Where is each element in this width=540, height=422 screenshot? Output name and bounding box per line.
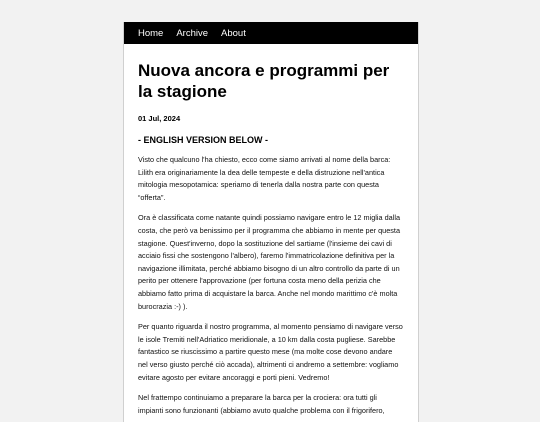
nav-home-link[interactable]: Home: [138, 27, 164, 39]
top-nav: [124, 22, 418, 44]
post-paragraph: Ora è classificata come natante quindi possiamo navigare entro le 12 miglia dalla costa, che però va benissimo per il programma che abbiamo in mente per questa stagione. Quest'inverno, dopo la sostituzione del sartiame (l'insieme dei cavi di acciaio fissi che sostengono l'albero), faremo l'immatricolazione definitiva per la navigazione illimitata, perché abbiamo bisogno di un altro controllo da parte di un perito per ottenere l'approvazione (per fortuna costa meno della perizia che abbiamo fatto prima di acquistare la barca. Anche nel mondo marittimo c'è molta burocrazia :-) ).: [138, 213, 401, 311]
nav-about-link[interactable]: About: [221, 27, 246, 39]
post-paragraph: Per quanto riguarda il nostro programma, al momento pensiamo di navigare verso le isole Tremiti nell'Adriatico meridionale, a 10 km dalla costa pugliese. Sarebbe fantastico se riuscissimo a partire questo mese (ma molte cose devono andare nel verso giusto perché ciò accada), altrimenti ci andremo a settembre: vogliamo evitare agosto per evitare ancoraggi e porti pieni. Vedremo!: [138, 322, 403, 382]
post-paragraph: Nel frattempo continuiamo a preparare la barca per la crociera: ora tutti gli impianti sono funzionanti (abbiamo avuto qualche problema con il frigorifero,: [138, 393, 385, 415]
blog-page: [123, 22, 419, 422]
post-date: 01 Jul, 2024: [138, 114, 181, 123]
post-paragraph: Visto che qualcuno l'ha chiesto, ecco come siamo arrivati al nome della barca: Lilith era originariamente la dea delle tempeste e della distruzione nell'antica mitologia mesopotamica: speriamo di tenerla dalla nostra parte con questa “offerta”.: [138, 155, 391, 202]
post-content: [124, 44, 418, 417]
post-title: Nuova ancora e programmi per la stagione: [138, 61, 390, 101]
english-version-note: - ENGLISH VERSION BELOW -: [138, 135, 269, 145]
nav-archive-link[interactable]: Archive: [176, 27, 209, 39]
